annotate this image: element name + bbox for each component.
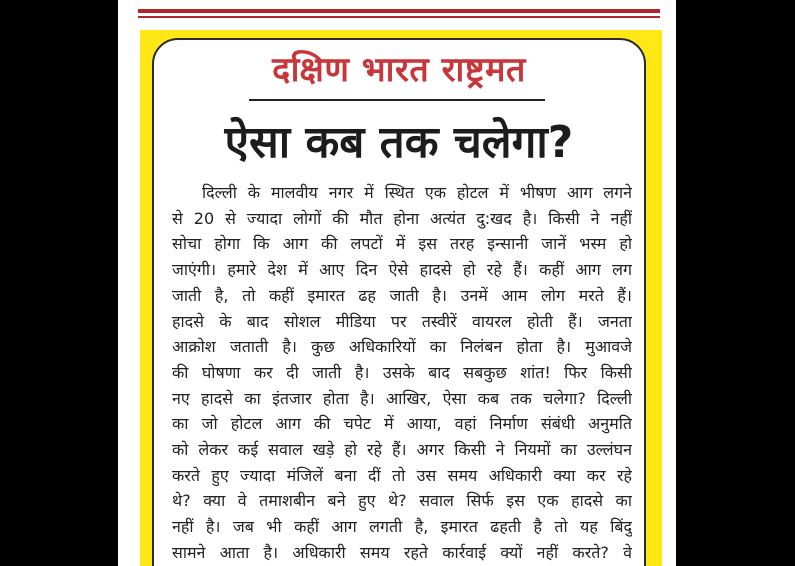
article-line: करते हुए ज्यादा मंजिलें बना दीं तो उस समय अधिकारी क्या कर रहे: [172, 465, 632, 485]
top-rule: [138, 9, 660, 13]
article-line: नए हादसे का इंतजार होता है। आखिर, ऐसा कब तक चलेगा? दिल्ली: [172, 388, 632, 408]
article-line: दिल्ली के मालवीय नगर में स्थित एक होटल में भीषण आग लगने: [202, 183, 632, 202]
article-line: नहीं है। जब भी कहीं आग लगती है, इमारत ढहती है तो यह बिंदु: [172, 517, 632, 537]
top-rule-thin: [138, 16, 660, 18]
article-body: [172, 180, 632, 566]
article-line: हादसे के बाद सोशल मीडिया पर तस्वीरें वायरल होती हैं। जनता: [172, 311, 632, 331]
article-line: सोचा होगा कि आग की लपटों में इस तरह इन्सानी जानें भस्म हो: [172, 234, 632, 254]
article-line: की घोषणा कर दी जाती है। उसके बाद सबकुछ शांत! फिर किसी: [172, 362, 632, 382]
masthead-rule: [249, 99, 545, 101]
masthead-title: दक्षिण भारत राष्ट्रमत: [272, 50, 526, 90]
article-line: से 20 से ज्यादा लोगों की मौत होना अत्यंत दु:खद है। किसी ने नहीं: [172, 208, 632, 228]
article-line: सामने आता है। अधिकारी समय रहते कार्रवाई क्यों नहीं करते? वे: [172, 542, 632, 562]
article-line: को लेकर कई सवाल खड़े हो रहे हैं। अगर किसी ने नियमों का उल्लंघन: [172, 440, 632, 460]
headline: ऐसा कब तक चलेगा?: [224, 117, 574, 168]
article-line: जाती है, तो कहीं इमारत ढह जाती है। उनमें आम लोग मरते हैं।: [172, 285, 632, 305]
article-line: का जो होटल आग की चपेट में आया, वहां निर्माण संबंधी अनुमति: [172, 414, 632, 434]
article-line: जाएंगी। हमारे देश में आए दिन ऐसे हादसे हो रहे हैं। कहीं आग लग: [172, 260, 632, 280]
article-line: थे? क्या वे तमाशबीन बने हुए थे? सवाल सिर्फ इस एक हादसे का: [172, 491, 632, 511]
article-line: आक्रोश जताती है। कुछ अधिकारियों का निलंबन होता है। मुआवजे: [172, 337, 632, 357]
